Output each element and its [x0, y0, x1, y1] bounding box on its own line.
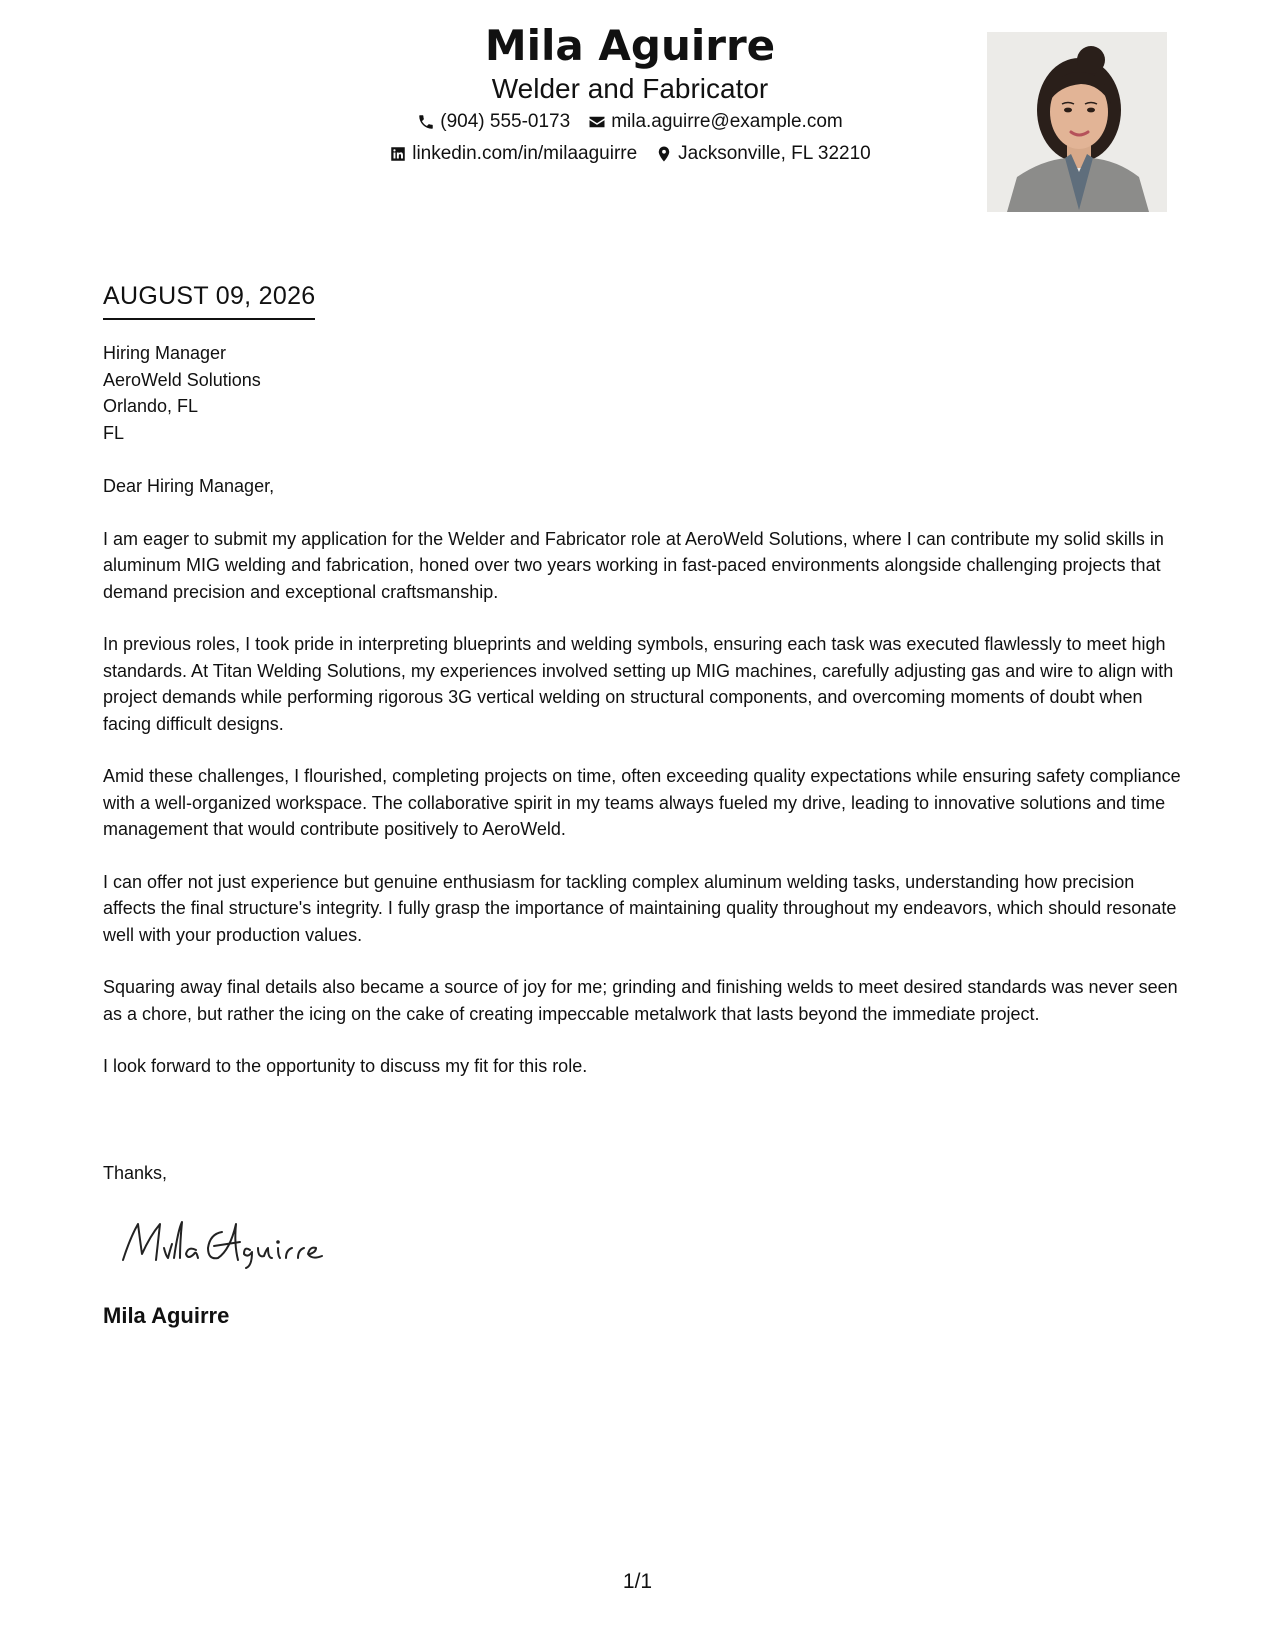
phone-contact [417, 106, 570, 138]
job-title: Welder and Fabricator [491, 73, 769, 104]
linkedin-contact [389, 138, 637, 170]
page-indicator: 1/1 [622, 1570, 653, 1593]
letter-date: AUGUST 09, 2026 [103, 280, 315, 320]
body-paragraph: I look forward to the opportunity to discuss my fit for this role. [103, 1056, 588, 1076]
recipient-title: Hiring Manager [103, 343, 227, 363]
email-address: mila.aguirre@example.com [611, 111, 843, 132]
map-pin-icon [655, 145, 673, 163]
handwritten-signature [118, 1210, 358, 1270]
body-paragraph: I am eager to submit my application for the Welder and Fabricator role at AeroWeld Solutions, where I can contribute my solid skills in aluminum MIG welding and fabrication, honed over two years working in fast-paced environments alongside challenging projects that demand precision and exceptional craftsmanship. [103, 528, 1164, 602]
phone-icon [417, 113, 435, 131]
envelope-icon [588, 113, 606, 131]
recipient-company: AeroWeld Solutions [103, 369, 261, 390]
closing: Thanks, [103, 1163, 168, 1183]
recipient-block [103, 340, 261, 446]
body-paragraph: Squaring away final details also became a source of joy for me; grinding and finishing welds to meet desired standards was never seen as a chore, but rather the icing on the cake of creating impeccable metalwork that lasts beyond the immediate project. [103, 977, 1178, 1024]
recipient-city: Orlando, FL [103, 396, 199, 416]
profile-photo [987, 32, 1167, 212]
letter-body [103, 473, 1183, 1106]
salutation: Dear Hiring Manager, [103, 476, 275, 496]
signer-name: Mila Aguirre [103, 1303, 230, 1328]
body-paragraph: I can offer not just experience but genuine enthusiasm for tackling complex aluminum welding tasks, understanding how precision affects the final structure's integrity. I fully grasp the importance of maintaining quality throughout my endeavors, which should resonate well with your production values. [103, 871, 1177, 945]
body-paragraph: In previous roles, I took pride in interpreting blueprints and welding symbols, ensuring each task was executed flawlessly to meet high standards. At Titan Welding Solutions, my experiences involved setting up MIG machines, carefully adjusting gas and wire to align with project demands while performing rigorous 3G vertical welding on structural components, and overcoming moments of doubt when facing difficult designs. [103, 634, 1174, 734]
email-contact [588, 106, 843, 138]
body-paragraph: Amid these challenges, I flourished, completing projects on time, often exceeding quality expectations while ensuring safety compliance with a well-organized workspace. The collaborative spirit in my teams always fueled my drive, leading to innovative solutions and time management that would contribute positively to AeroWeld. [103, 766, 1181, 839]
applicant-name: Mila Aguirre [484, 21, 776, 70]
location-contact [655, 138, 871, 170]
location-text: Jacksonville, FL 32210 [678, 143, 871, 164]
phone-number: (904) 555-0173 [440, 111, 571, 132]
recipient-state: FL [103, 422, 125, 443]
linkedin-url: linkedin.com/in/milaaguirre [412, 143, 638, 164]
linkedin-icon [389, 145, 407, 163]
